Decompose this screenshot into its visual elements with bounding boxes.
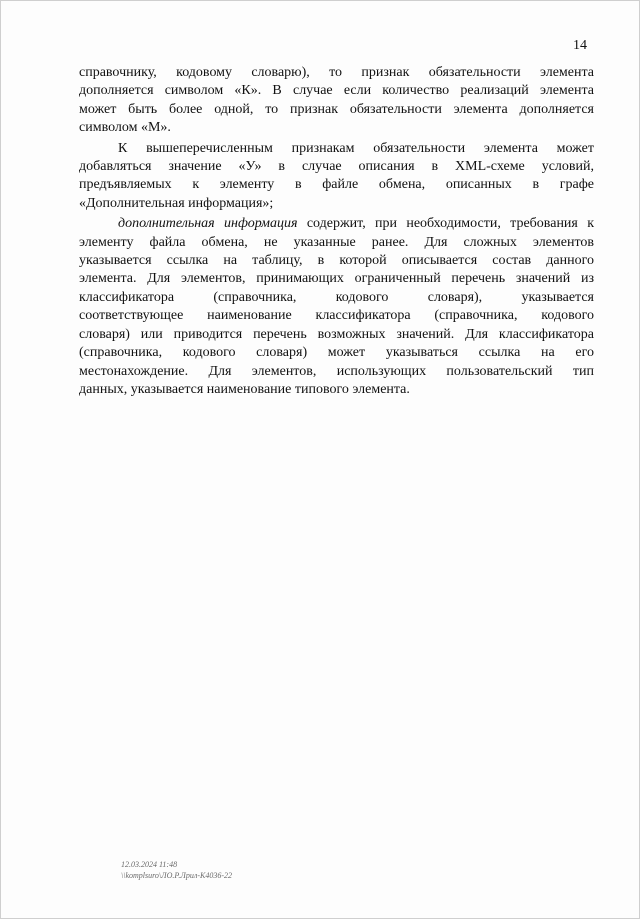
page-number: 14: [573, 38, 587, 53]
text-line: К вышеперечисленным признакам обязательности элемента может: [118, 140, 594, 156]
footer-timestamp: 12.03.2024 11:48: [121, 860, 178, 869]
body-text: [79, 64, 594, 401]
text-line: может быть более одной, то признак обязательности элемента дополняется: [79, 101, 594, 117]
text-line: элемента. Для элементов, принимающих ограниченный перечень значений из: [79, 271, 594, 287]
text-line-rest: содержит, при необходимости, требования к: [306, 216, 594, 232]
footer-file-path: \\komplsuro\ЛО.Р.Лрил-К4036-22: [121, 871, 232, 880]
text-line: элементу файла обмена, не указанные ранее. Для сложных элементов: [79, 234, 594, 250]
text-line: указывается ссылка на таблицу, в которой описывается состав данного: [79, 253, 594, 269]
paragraph-3: [79, 215, 594, 399]
text-line: предъявляемых к элементу в файле обмена, описанных в графе: [79, 177, 594, 193]
text-line: [79, 215, 594, 233]
paragraph-1: [79, 64, 594, 138]
term-italic: дополнительная информация: [118, 216, 298, 232]
text-line: «Дополнительная информация»;: [79, 195, 274, 211]
text-line: местонахождение. Для элементов, использующих пользовательский тип: [79, 363, 594, 379]
text-line: классификатора (справочника, кодового словаря), указывается: [79, 289, 594, 305]
text-line: данных, указывается наименование типового элемента.: [79, 381, 410, 397]
text-line: добавляться значение «У» в случае описания в XML-схеме условий,: [79, 159, 594, 175]
text-line: (справочника, кодового словаря) может указываться ссылка на его: [79, 345, 594, 361]
paragraph-2: [79, 140, 594, 214]
text-line: соответствующее наименование классификатора (справочника, кодового: [79, 308, 594, 324]
text-line: словаря) или приводится перечень возможных значений. Для классификатора: [79, 326, 594, 342]
text-line: символом «М».: [79, 120, 171, 136]
text-line: справочнику, кодовому словарю), то признак обязательности элемента: [79, 65, 594, 80]
footer-stamp: [121, 859, 232, 881]
text-line: дополняется символом «К». В случае если количество реализаций элемента: [79, 83, 594, 99]
